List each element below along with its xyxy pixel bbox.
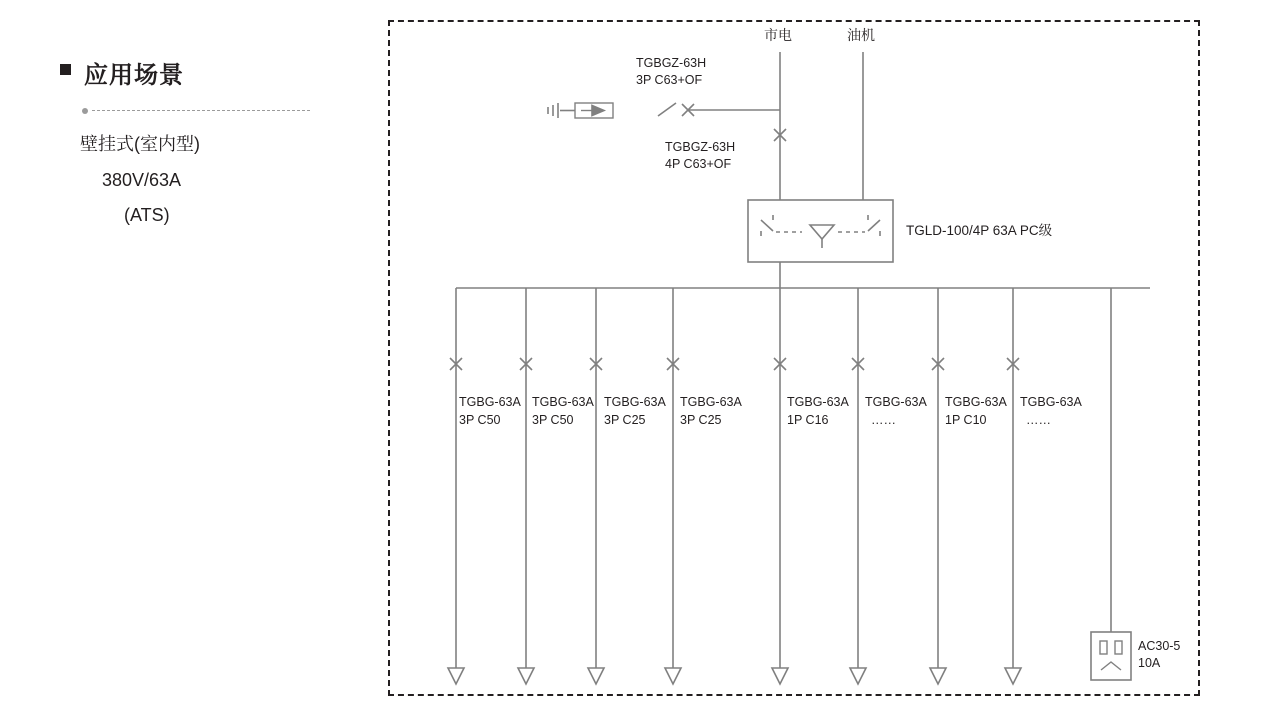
divider-dot-icon — [82, 108, 88, 114]
feeder-8-spec: …… — [1026, 413, 1051, 427]
breaker1-spec: 3P C63+OF — [636, 73, 703, 87]
spec-voltage-current: 380V/63A — [102, 170, 182, 190]
feeder-1-spec: 3P C50 — [459, 413, 501, 427]
feeder-6-model: TGBG-63A — [865, 395, 927, 409]
divider-dashed-line — [92, 110, 310, 111]
diagram-content — [388, 20, 1200, 696]
feeder-4-spec: 3P C25 — [680, 413, 722, 427]
feeder-5-model: TGBG-63A — [787, 395, 849, 409]
feeder-5-spec: 1P C16 — [787, 413, 829, 427]
page-title — [60, 55, 350, 90]
spec-type: (ATS) — [124, 205, 170, 225]
circuit-wires — [388, 20, 1200, 696]
section-title-text: 应用场景 — [84, 62, 184, 89]
feeder-8-model: TGBG-63A — [1020, 395, 1082, 409]
socket-rating: 10A — [1138, 656, 1161, 670]
feeder-1-model: TGBG-63A — [459, 395, 521, 409]
breaker2-spec: 4P C63+OF — [665, 157, 732, 171]
breaker1-model: TGBGZ-63H — [636, 56, 707, 70]
feeder-2-spec: 3P C50 — [532, 413, 574, 427]
feeder-7-model: TGBG-63A — [945, 395, 1007, 409]
socket-model: AC30-5 — [1138, 639, 1181, 653]
feeder-2-model: TGBG-63A — [532, 395, 594, 409]
square-bullet-icon — [60, 64, 71, 75]
feeder-6-spec: …… — [871, 413, 896, 427]
feeder-7-spec: 1P C10 — [945, 413, 987, 427]
left-panel — [60, 55, 350, 226]
source-label-mains: 市电 — [764, 27, 792, 43]
spec-mounting: 壁挂式(室内型) — [80, 134, 200, 154]
divider — [82, 106, 312, 116]
ats-label: TGLD-100/4P 63A PC级 — [906, 223, 1053, 238]
feeder-3-model: TGBG-63A — [604, 395, 666, 409]
feeder-3-spec: 3P C25 — [604, 413, 646, 427]
source-label-generator: 油机 — [847, 27, 875, 43]
breaker2-model: TGBGZ-63H — [665, 140, 736, 154]
feeder-4-model: TGBG-63A — [680, 395, 742, 409]
